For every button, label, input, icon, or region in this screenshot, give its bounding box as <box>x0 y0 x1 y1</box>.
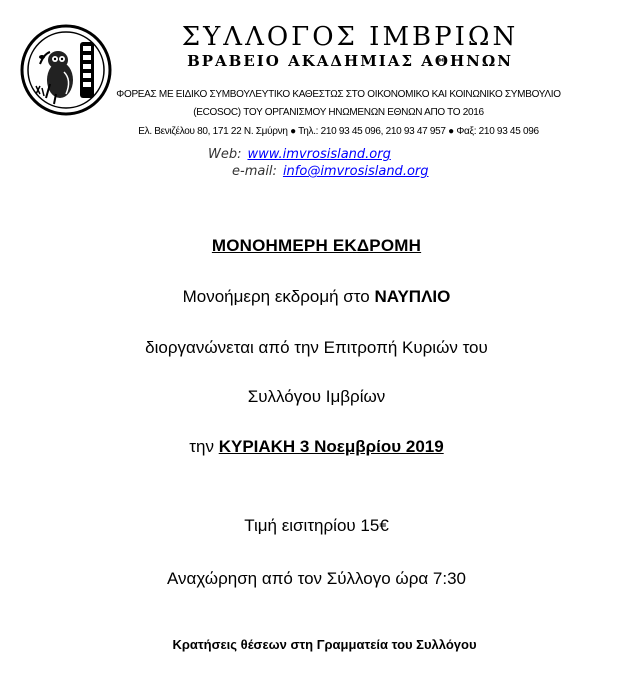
notice-line-club: Συλλόγου Ιμβρίων <box>247 387 386 406</box>
club-logo-coin <box>20 24 112 116</box>
status-line-2: (ECOSOC) ΤΟΥ ΟΡΓΑΝΙΣΜΟΥ ΗΝΩΜΕΝΩΝ ΕΘΝΩΝ ΑΠΟ ΤΟ 2016 <box>193 107 484 118</box>
web-link[interactable]: www.imvrosisland.org <box>247 147 391 162</box>
ticket-price: Τιμή εισιτηρίου 15€ <box>244 516 389 535</box>
reservations-note: Κρατήσεις θέσεων στη Γραμματεία του Συλλόγου <box>172 637 477 652</box>
email-link[interactable]: info@imvrosisland.org <box>282 164 429 179</box>
notice-line-destination <box>0 287 633 307</box>
date-prefix: την <box>189 437 214 456</box>
notice-line-organizer: διοργανώνεται από την Επιτροπή Κυριών του <box>145 338 488 357</box>
email-label: e-mail: <box>232 164 277 179</box>
org-award: ΒΡΑΒΕΙΟ ΑΚΑΔΗΜΙΑΣ ΑΘΗΝΩΝ <box>187 52 513 70</box>
web-label: Web: <box>208 147 242 162</box>
event-date: ΚΥΡΙΑΚΗ 3 Νοεμβρίου 2019 <box>218 437 444 456</box>
departure-time: Αναχώρηση από τον Σύλλογο ώρα 7:30 <box>166 569 467 588</box>
notice-line-date <box>0 437 633 457</box>
org-name: ΣΥΛΛΟΓΟΣ ΙΜΒΡΙΩΝ <box>181 22 519 52</box>
email-line <box>232 164 429 180</box>
destination-name: ΝΑΥΠΛΙΟ <box>374 287 451 306</box>
address-line: Ελ. Βενιζέλου 80, 171 22 Ν. Σμύρνη ● Τηλ.: 210 93 45 096, 210 93 47 957 ● Φαξ: 210 93 45 096 <box>138 126 539 137</box>
coin-owl-icon <box>20 24 112 116</box>
status-line-1: ΦΟΡΕΑΣ ΜΕ ΕΙΔΙΚΟ ΣΥΜΒΟΥΛΕΥΤΙΚΟ ΚΑΘΕΣΤΩΣ ΣΤΟ ΟΙΚΟΝΟΜΙΚΟ ΚΑΙ ΚΟΙΝΩΝΙΚΟ ΣΥΜΒΟΥΛΙΟ <box>116 89 561 100</box>
destination-prefix: Μονοήμερη εκδρομή στο <box>182 287 370 306</box>
notice-title: ΜΟΝΟΗΜΕΡΗ ΕΚΔΡΟΜΗ <box>211 236 422 255</box>
web-line <box>208 147 391 163</box>
